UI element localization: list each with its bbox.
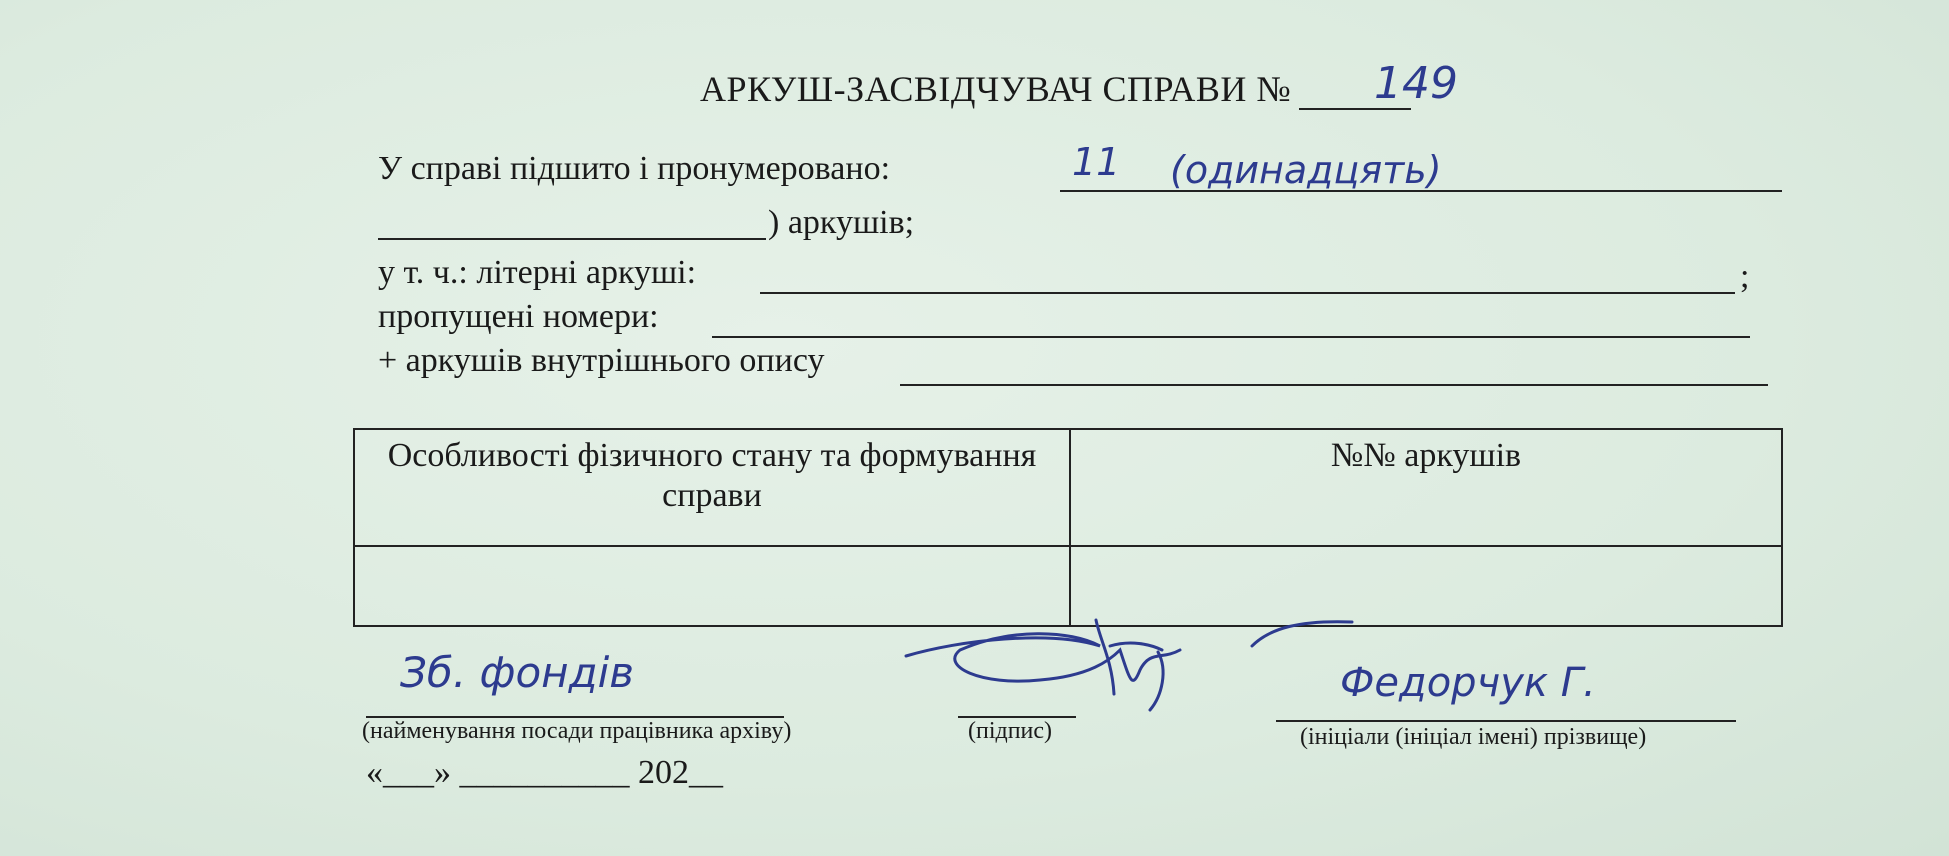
signature-caption: (підпис) bbox=[968, 718, 1053, 744]
line1-label: У справі підшито і пронумеровано: bbox=[378, 150, 891, 187]
sheet-count-handwritten: 11 bbox=[1072, 140, 1121, 184]
position-handwritten: Зб. фондів bbox=[400, 648, 635, 697]
table-header-cell: №№ аркушів bbox=[1070, 429, 1782, 546]
table-header-row bbox=[354, 429, 1782, 546]
line2-suffix: ) аркушів; bbox=[768, 204, 915, 241]
form-title bbox=[700, 68, 1411, 110]
table-header-cell: Особливості фізичного стану та формування справи bbox=[354, 429, 1070, 546]
physical-state-table bbox=[353, 428, 1783, 627]
line3-semicolon: ; bbox=[1740, 258, 1750, 295]
line5-label: + аркушів внутрішнього опису bbox=[378, 342, 825, 379]
signature-scribble bbox=[900, 600, 1220, 720]
line4-label: пропущені номери: bbox=[378, 298, 659, 335]
form-title-text: АРКУШ-ЗАСВІДЧУВАЧ СПРАВИ № bbox=[700, 69, 1292, 109]
position-caption: (найменування посади працівника архіву) bbox=[362, 718, 792, 744]
sheet-count-words-handwritten: (одинадцять) bbox=[1170, 148, 1442, 192]
line3-label: у т. ч.: літерні аркуші: bbox=[378, 254, 697, 291]
case-number-handwritten: 149 bbox=[1374, 58, 1458, 109]
date-line: «___» __________ 202__ bbox=[366, 754, 723, 791]
name-flourish bbox=[1240, 612, 1360, 652]
line2-underline bbox=[378, 238, 766, 240]
name-caption: (ініціали (ініціал імені) прізвище) bbox=[1300, 724, 1647, 750]
line3-underline bbox=[760, 292, 1735, 294]
line5-underline bbox=[900, 384, 1768, 386]
line4-underline bbox=[712, 336, 1750, 338]
name-handwritten: Федорчук Г. bbox=[1340, 660, 1596, 706]
name-line bbox=[1276, 720, 1736, 722]
